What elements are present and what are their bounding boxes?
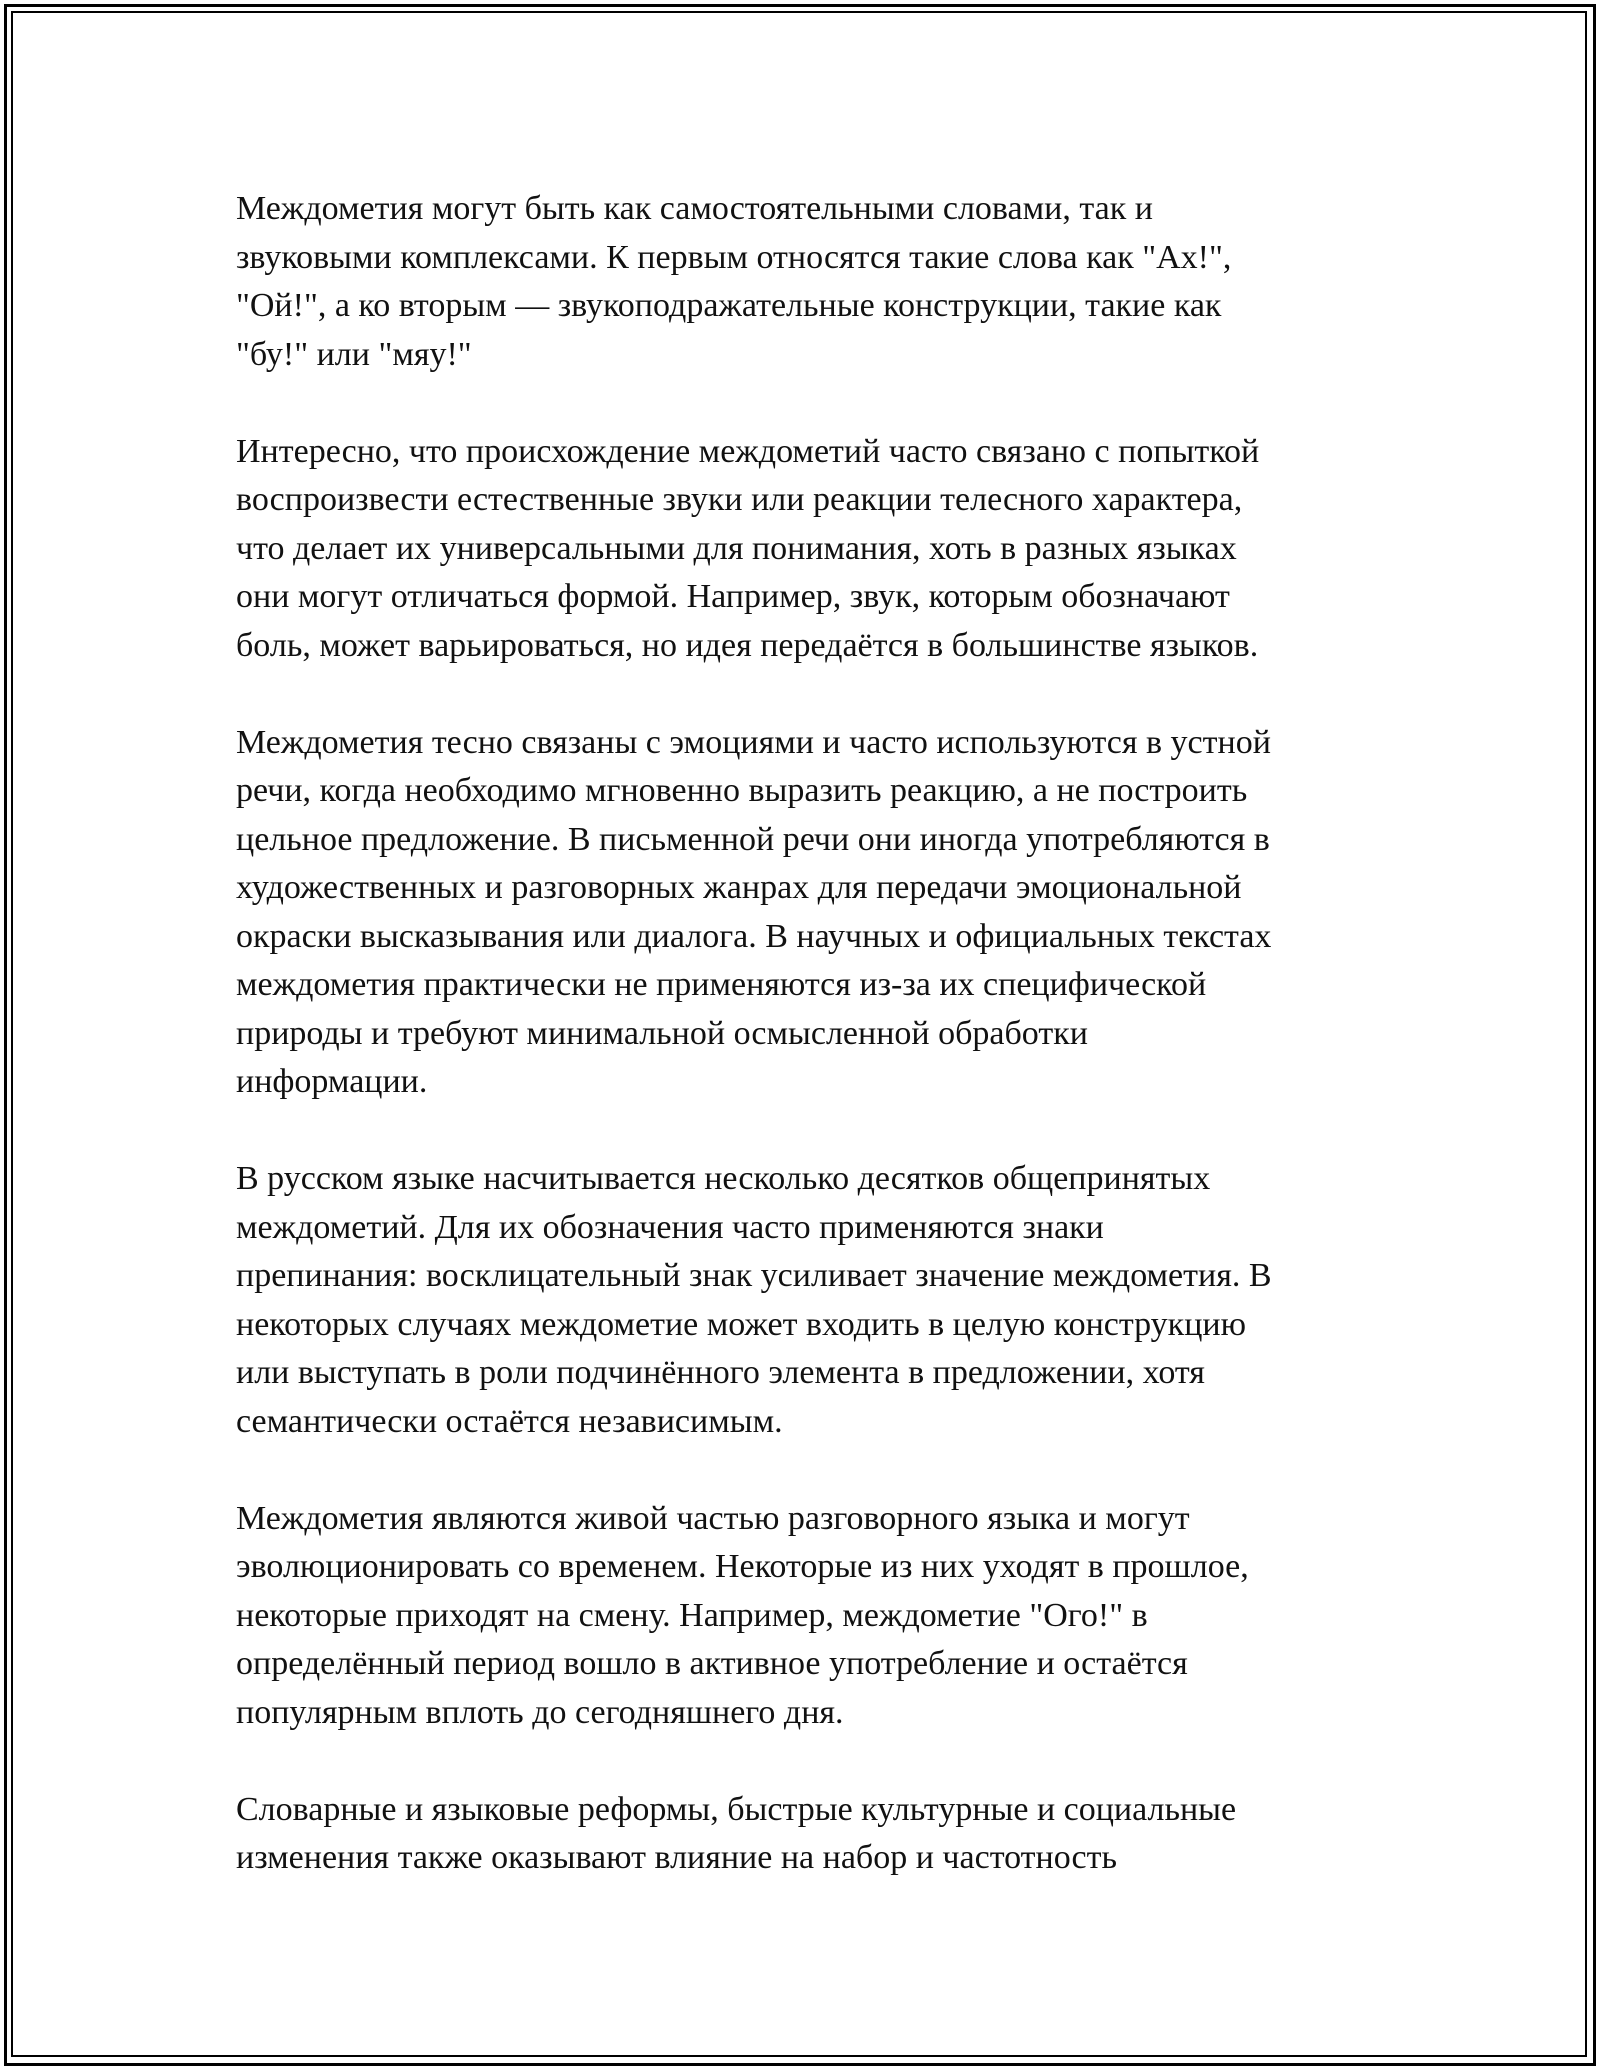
text-line: что делает их универсальными для понимания, хоть в разных языках bbox=[236, 529, 1237, 567]
paragraph-3 bbox=[236, 719, 1366, 1107]
text-line: междометий. Для их обозначения часто применяются знаки bbox=[236, 1208, 1104, 1246]
text-line: междометия практически не применяются из-за их специфической bbox=[236, 966, 1207, 1003]
text-line: воспроизвести естественные звуки или реакции телесного характера, bbox=[236, 481, 1243, 518]
text-line: Междометия могут быть как самостоятельными словами, так и bbox=[236, 190, 1153, 227]
paragraph-4 bbox=[236, 1155, 1366, 1446]
text-line: семантически остаётся независимым. bbox=[236, 1402, 783, 1440]
text-line: Интересно, что происхождение междометий часто связано с попыткой bbox=[236, 432, 1260, 470]
text-line: "бу!" или "мяу!" bbox=[236, 335, 472, 373]
text-line: Словарные и языковые реформы, быстрые культурные и социальные bbox=[236, 1790, 1237, 1828]
paragraph-5 bbox=[236, 1495, 1366, 1738]
document-body bbox=[236, 185, 1366, 1931]
text-line: эволюционировать со временем. Некоторые из них уходят в прошлое, bbox=[236, 1548, 1249, 1585]
paragraph-1 bbox=[236, 185, 1366, 379]
text-line: изменения также оказывают влияние на набор и частотность bbox=[236, 1839, 1118, 1876]
text-line: популярным вплоть до сегодняшнего дня. bbox=[236, 1693, 844, 1731]
text-line: они могут отличаться формой. Например, звук, которым обозначают bbox=[236, 578, 1230, 615]
text-line: речи, когда необходимо мгновенно выразить реакцию, а не построить bbox=[236, 772, 1248, 809]
text-line: препинания: восклицательный знак усиливает значение междометия. В bbox=[236, 1257, 1272, 1294]
text-line: цельное предложение. В письменной речи они иногда употребляются в bbox=[236, 820, 1270, 858]
text-line: Междометия тесно связаны с эмоциями и часто используются в устной bbox=[236, 723, 1271, 761]
text-line: некоторых случаях междометие может входить в целую конструкцию bbox=[236, 1305, 1246, 1343]
text-line: некоторые приходят на смену. Например, междометие "Ого!" в bbox=[236, 1596, 1148, 1634]
text-line: природы и требуют минимальной осмысленной обработки bbox=[236, 1014, 1088, 1052]
text-line: боль, может варьироваться, но идея передаётся в большинстве языков. bbox=[236, 626, 1259, 664]
text-line: окраски высказывания или диалога. В научных и официальных текстах bbox=[236, 917, 1272, 955]
paragraph-2 bbox=[236, 428, 1366, 671]
text-line: определённый период вошло в активное употребление и остаётся bbox=[236, 1645, 1188, 1682]
text-line: художественных и разговорных жанрах для передачи эмоциональной bbox=[236, 869, 1242, 906]
paragraph-6 bbox=[236, 1786, 1366, 1883]
text-line: Междометия являются живой частью разговорного языка и могут bbox=[236, 1499, 1190, 1537]
text-line: звуковыми комплексами. К первым относятся такие слова как "Ах!", bbox=[236, 238, 1232, 276]
text-line: "Ой!", а ко вторым — звукоподражательные конструкции, такие как bbox=[236, 287, 1222, 324]
text-line: В русском языке насчитывается несколько десятков общепринятых bbox=[236, 1160, 1211, 1197]
text-line: информации. bbox=[236, 1063, 428, 1100]
text-line: или выступать в роли подчинённого элемента в предложении, хотя bbox=[236, 1354, 1205, 1391]
